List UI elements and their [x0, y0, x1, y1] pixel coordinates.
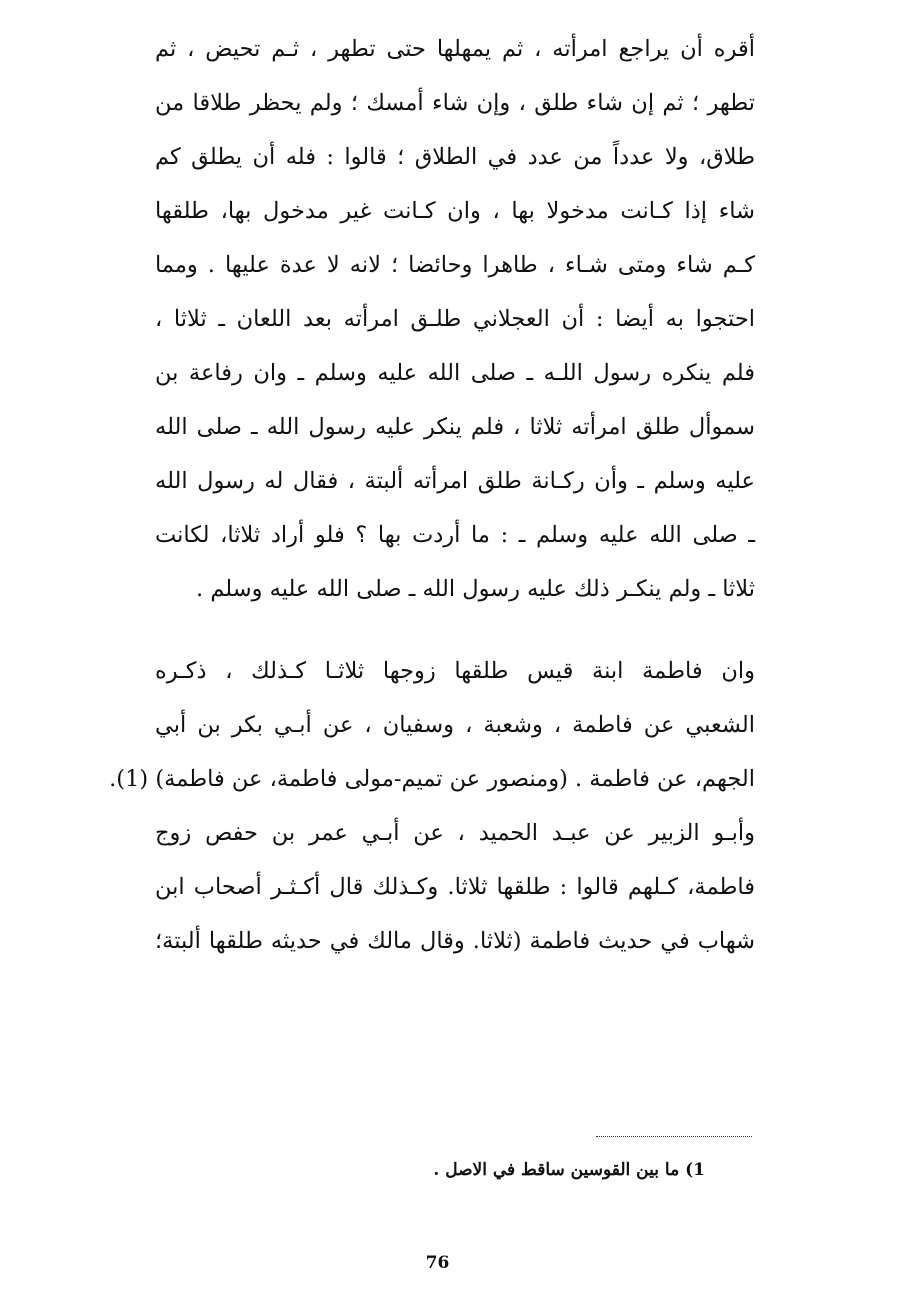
- text-line: ـ صلى الله عليه وسلم ـ : ما أردت بها ؟ فلو أراد ثلاثا، لكانت: [155, 522, 755, 548]
- text-line: الشعبي عن فاطمة ، وشعبة ، وسفيان ، عن أبـي بكر بن أبي: [155, 712, 755, 738]
- text-line: وأبـو الزبير عن عبـد الحميد ، عن أبـي عمر بن حفص زوج: [155, 820, 755, 846]
- text-line: ثلاثا ـ ولم ينكـر ذلك عليه رسول الله ـ صلى الله عليه وسلم .: [196, 576, 755, 602]
- text-line: فلم ينكره رسول اللـه ـ صلى الله عليه وسلم ـ وان رفاعة بن: [155, 360, 755, 386]
- footnote-divider: [596, 1136, 752, 1137]
- text-line: سموأل طلق امرأته ثلاثا ، فلم ينكر عليه رسول الله ـ صلى الله: [155, 414, 755, 440]
- text-line: كـم شاء ومتى شـاء ، طاهرا وحائضا ؛ لانه لا عدة عليها . ومما: [155, 252, 755, 278]
- text-line: طلاق، ولا عدداً من عدد في الطلاق ؛ قالوا : فله أن يطلق كم: [155, 144, 755, 170]
- paragraph-1: [155, 22, 755, 616]
- paragraph-2: [109, 644, 755, 968]
- footnote: 1) ما بين القوسين ساقط في الاصل .: [433, 1160, 705, 1180]
- text-line: عليه وسلم ـ وأن ركـانة طلق امرأته ألبتة ، فقال له رسول الله: [155, 468, 755, 494]
- text-line: احتجوا به أيضا : أن العجلاني طلـق امرأته بعد اللعان ـ ثلاثا ،: [155, 306, 755, 332]
- text-line: شهاب في حديث فاطمة (ثلاثا. وقال مالك في حديثه طلقها ألبتة؛: [155, 928, 755, 954]
- text-line: أقره أن يراجع امرأته ، ثم يمهلها حتى تطهر ، ثـم تحيض ، ثم: [155, 36, 755, 62]
- text-line: فاطمة، كـلهم قالوا : طلقها ثلاثا. وكـذلك قال أكـثـر أصحاب ابن: [155, 874, 755, 900]
- page-number: 76: [425, 1253, 450, 1273]
- text-line: وان فاطمة ابنة قيس طلقها زوجها ثلاثـا كـذلك ، ذكـره: [155, 658, 755, 684]
- text-line: شاء إذا كـانت مدخولا بها ، وان كـانت غير مدخول بها، طلقها: [155, 198, 755, 224]
- text-line: تطهر ؛ ثم إن شاء طلق ، وإن شاء أمسك ؛ ولم يحظر طلاقا من: [155, 90, 755, 116]
- text-line: الجهم، عن فاطمة . (ومنصور عن تميم-مولى فاطمة، عن فاطمة) (1).: [109, 766, 755, 792]
